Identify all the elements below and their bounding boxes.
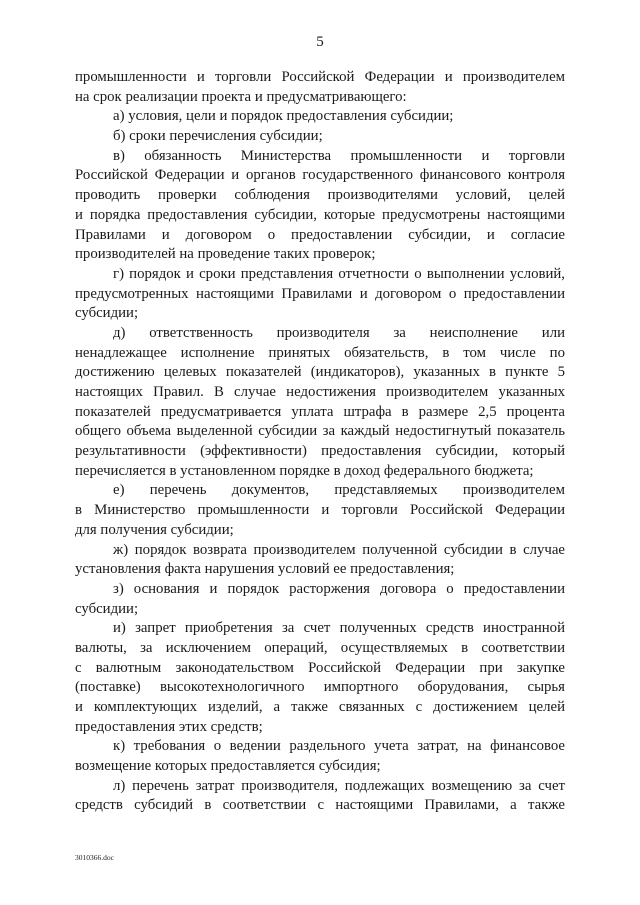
- paragraph: [75, 324, 565, 482]
- text-line: б) сроки перечисления субсидии;: [113, 128, 323, 145]
- text-line: и порядка предоставления субсидии, которые предусмотрены настоящими: [75, 206, 565, 223]
- paragraph: [75, 619, 565, 737]
- text-line: на срок реализации проекта и предусматривающего:: [75, 88, 407, 105]
- text-line: предусмотренных настоящими Правилами и договором о предоставлении: [75, 285, 565, 302]
- text-line: з) основания и порядок расторжения договора о предоставлении: [113, 580, 565, 597]
- text-line: общего объема выделенной субсидии за каждый недостигнутый показатель: [75, 423, 565, 440]
- paragraph: [75, 147, 565, 265]
- paragraph: [75, 580, 565, 619]
- text-line: субсидии;: [75, 600, 139, 617]
- text-line: Правилами и договором о предоставлении субсидии, и согласие: [75, 226, 565, 243]
- text-line: проводить проверки соблюдения производителями условий, целей: [75, 187, 565, 204]
- text-line: настоящих Правил. В случае недостижения производителем указанных: [75, 384, 565, 400]
- paragraph: [75, 265, 565, 324]
- text-line: предоставления этих средств;: [75, 718, 263, 735]
- paragraph: [75, 541, 565, 580]
- text-line: средств субсидий в соответствии с настоящими Правилами, а также: [75, 797, 565, 814]
- text-line: в Министерство промышленности и торговли Российской Федерации: [75, 502, 565, 519]
- text-line: л) перечень затрат производителя, подлежащих возмещению за счет: [113, 777, 565, 794]
- paragraph: [75, 777, 565, 816]
- document-body: [75, 68, 565, 816]
- text-line: перечисляется в установленном порядке в доход федерального бюджета;: [75, 462, 534, 479]
- text-line: показателей предусматривается уплата штрафа в размере 2,5 процента: [75, 403, 565, 420]
- text-line: для получения субсидии;: [75, 521, 234, 538]
- text-line: и) запрет приобретения за счет полученных средств иностранной: [113, 620, 565, 637]
- text-line: валюты, за исключением операций, осуществляемых в соответствии: [75, 639, 565, 656]
- text-line: д) ответственность производителя за неисполнение или: [113, 324, 565, 341]
- text-line: а) условия, цели и порядок предоставления субсидии;: [113, 108, 454, 125]
- paragraph: [75, 737, 565, 776]
- text-line: производителей на проведение таких проверок;: [75, 246, 376, 263]
- text-line: Российской Федерации и органов государственного финансового контроля: [75, 167, 565, 184]
- paragraph: [75, 127, 565, 147]
- paragraph: [75, 107, 565, 127]
- paragraph: [75, 481, 565, 540]
- text-line: возмещение которых предоставляется субсидия;: [75, 758, 381, 775]
- text-line: к) требования о ведении раздельного учета затрат, на финансовое: [113, 738, 565, 755]
- text-line: е) перечень документов, представляемых производителем: [113, 482, 565, 499]
- text-line: (поставке) высокотехнологичного импортного оборудования, сырья: [75, 679, 565, 696]
- text-line: ненадлежащее исполнение принятых обязательств, в том числе по: [75, 344, 565, 361]
- text-line: ж) порядок возврата производителем полученной субсидии в случае: [113, 541, 565, 558]
- paragraph: [75, 68, 565, 107]
- text-line: в) обязанность Министерства промышленности и торговли: [113, 147, 565, 164]
- text-line: г) порядок и сроки представления отчетности о выполнении условий,: [113, 265, 565, 282]
- text-line: субсидии;: [75, 305, 139, 322]
- text-line: и комплектующих изделий, а также связанных с достижением целей: [75, 699, 565, 715]
- text-line: результативности (эффективности) предоставления субсидии, который: [75, 443, 565, 460]
- text-line: достижению целевых показателей (индикаторов), указанных в пункте 5: [75, 364, 565, 381]
- text-line: промышленности и торговли Российской Федерации и производителем: [75, 69, 565, 85]
- text-line: установления факта нарушения условий ее предоставления;: [75, 561, 455, 578]
- footer-filename: 3010366.doc: [75, 853, 114, 862]
- page-number: 5: [316, 34, 324, 50]
- text-line: с валютным законодательством Российской Федерации при закупке: [75, 659, 565, 676]
